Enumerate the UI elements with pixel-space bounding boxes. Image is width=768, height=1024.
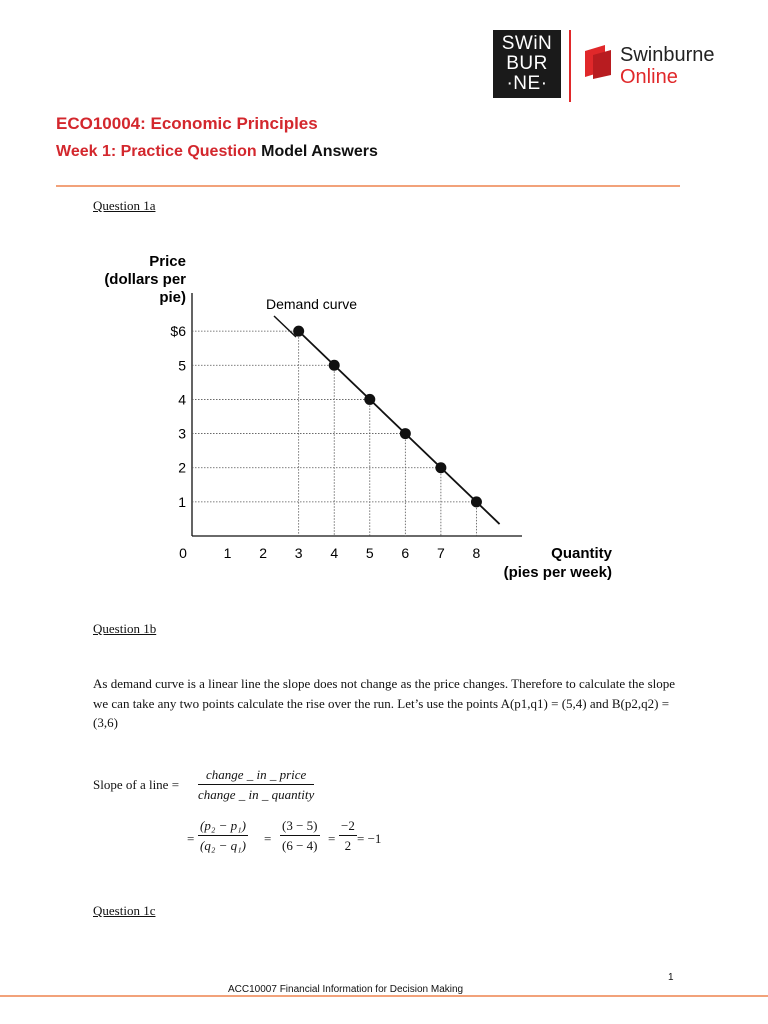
demand-curve-chart	[0, 240, 768, 590]
slope-definition-denominator: change _ in _ quantity	[198, 787, 315, 802]
x-tick-label: 8	[472, 545, 481, 561]
x-tick-label: 3	[294, 545, 303, 561]
slope-simplified-fraction	[339, 818, 357, 854]
week-title-red: Week 1: Practice Question	[56, 143, 257, 160]
demand-curve-annotation: Demand curve	[266, 296, 358, 312]
chart-marks	[170, 293, 522, 561]
data-point	[435, 462, 446, 473]
x-axis-label-line-2: (pies per week)	[503, 564, 612, 581]
brand-online: Online	[620, 66, 678, 88]
slope-values-numerator: (3 − 5)	[280, 818, 320, 836]
logo-line-2: BUR	[506, 53, 548, 74]
slope-values-denominator: (6 − 4)	[282, 838, 318, 853]
footer-text: ACC10007 Financial Information for Decision Making	[228, 984, 464, 995]
data-point	[471, 496, 482, 507]
slope-definition-fraction	[198, 767, 314, 803]
footer-rule	[0, 995, 768, 997]
y-tick-label: 4	[178, 391, 186, 408]
data-point	[293, 326, 304, 337]
x-tick-label: 7	[436, 545, 445, 561]
annotation-pointer	[274, 316, 296, 337]
y-tick-label: 3	[178, 425, 186, 442]
slope-variables-numerator: (p₂ − p₁)	[198, 818, 248, 836]
origin-label: 0	[179, 545, 187, 561]
x-tick-label: 4	[330, 545, 339, 561]
question-1b-text: As demand curve is a linear line the slope does not change as the price changes. Therefore to calculate the slope we can take any two points calculate the rise over the run. Let’s use the points A(p1,q1) = (5,4) and B(p2,q2) = (3,6)	[93, 676, 676, 730]
swinburne-mark-icon	[583, 45, 613, 79]
data-point	[364, 394, 375, 405]
week-title-dark: Model Answers	[261, 143, 378, 160]
slope-simplified-denominator: 2	[344, 838, 352, 853]
equals-sign-3: =	[328, 831, 336, 846]
swinburne-logo-block	[493, 30, 561, 98]
y-axis-label-line-1: Price	[149, 253, 186, 270]
x-axis-label-line-1: Quantity	[551, 545, 612, 562]
question-1c-label: Question 1c	[93, 903, 156, 918]
equals-sign-1: =	[187, 831, 195, 846]
equals-sign-2: =	[264, 831, 272, 846]
week-title	[56, 143, 378, 161]
slope-label: Slope of a line =	[93, 777, 180, 792]
page-number: 1	[668, 972, 674, 983]
logo-line-3: ·NE·	[506, 73, 548, 94]
y-tick-label: 1	[178, 493, 186, 510]
slope-values-fraction	[280, 818, 320, 854]
slope-variables-denominator: (q₂ − q₁)	[200, 838, 246, 853]
question-1b-label: Question 1b	[93, 621, 157, 636]
y-tick-label: 2	[178, 459, 186, 476]
y-tick-label: 5	[178, 357, 186, 374]
y-tick-label: $6	[170, 323, 186, 340]
data-point	[329, 360, 340, 371]
header-rule	[56, 185, 680, 187]
slope-variables-fraction	[198, 818, 248, 854]
x-tick-label: 2	[259, 545, 268, 561]
question-1a-label: Question 1a	[93, 198, 156, 213]
course-title: ECO10004: Economic Principles	[56, 114, 318, 133]
slope-result: = −1	[357, 831, 382, 846]
logo-line-1: SWiN	[501, 33, 553, 54]
slope-simplified-numerator: −2	[339, 818, 357, 836]
demand-curve-line	[299, 331, 500, 524]
x-tick-label: 6	[401, 545, 410, 561]
y-axis-label-line-2: (dollars per	[104, 271, 186, 288]
data-point	[400, 428, 411, 439]
x-tick-label: 1	[223, 545, 232, 561]
x-tick-label: 5	[365, 545, 374, 561]
logo-divider	[569, 30, 571, 102]
brand-name: Swinburne	[620, 44, 715, 66]
y-axis-label-line-3: pie)	[159, 289, 186, 306]
slope-definition-numerator: change _ in _ price	[198, 767, 314, 785]
